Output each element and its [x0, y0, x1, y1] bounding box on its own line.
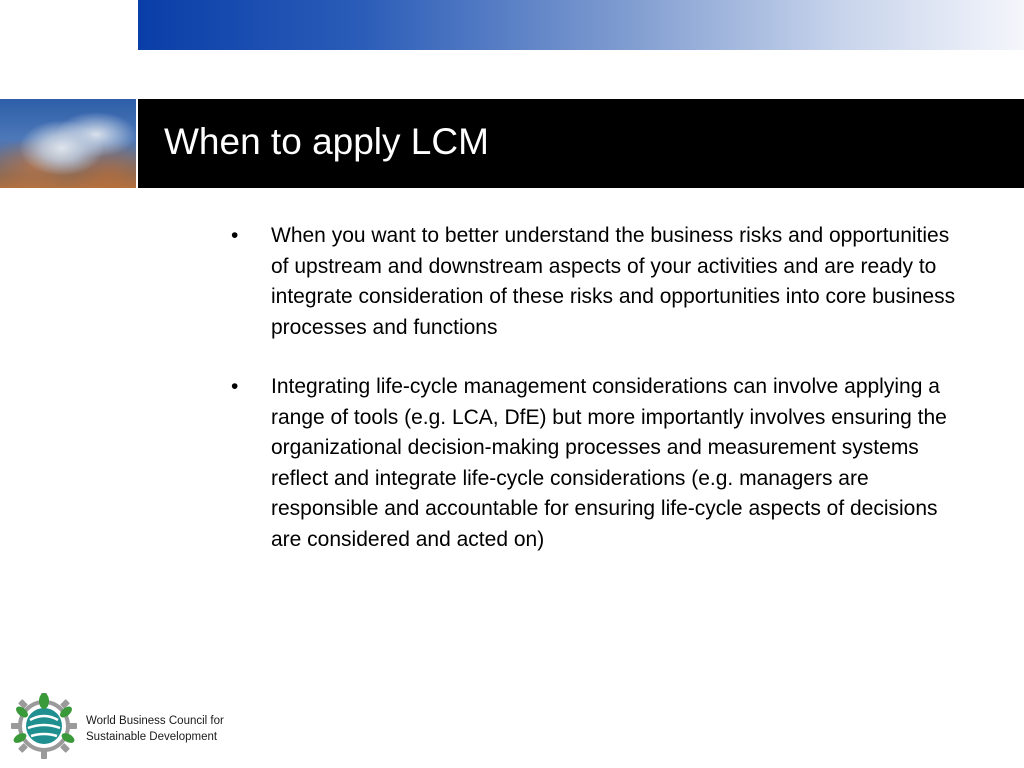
bullet-marker: •: [231, 224, 239, 247]
logo-line-1: World Business Council for: [86, 715, 224, 727]
bullet-item: [230, 372, 970, 555]
title-divider: [163, 186, 1024, 188]
bullet-text: Integrating life-cycle management considerations can involve applying a range of tools (e.g. LCA, DfE) but more importantly involves ensuring the organizational decision-making processes and measurement systems reflect and integrate life-cycle considerations (e.g. managers are responsible and accountable for ensuring life-cycle aspects of decisions are considered and acted on): [271, 375, 947, 551]
cloud-sky-image: [0, 99, 137, 188]
logo-wordmark: [86, 713, 224, 745]
logo-line-2: Sustainable Development: [86, 731, 218, 743]
wbcsd-logo: [10, 692, 250, 762]
wbcsd-globe-icon: [10, 692, 78, 760]
top-gradient-band: [138, 0, 1024, 50]
bullet-list: [230, 221, 970, 584]
bullet-item: [230, 221, 970, 343]
slide-title: When to apply LCM: [164, 121, 489, 162]
bullet-marker: •: [231, 375, 239, 398]
title-bar: [0, 99, 1024, 188]
bullet-text: When you want to better understand the business risks and opportunities of upstream and downstream aspects of your activities and are ready to integrate consideration of these risks and opportunities into core business processes and functions: [271, 224, 956, 339]
